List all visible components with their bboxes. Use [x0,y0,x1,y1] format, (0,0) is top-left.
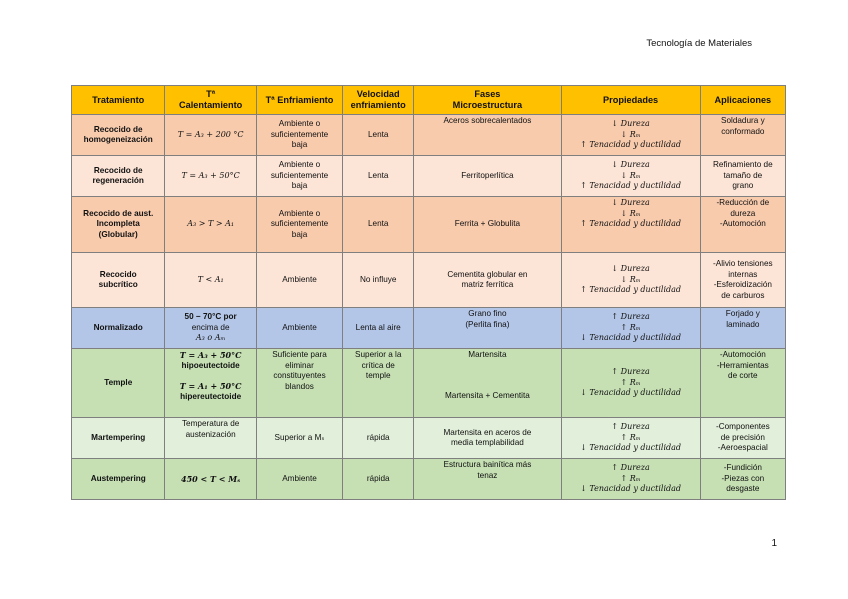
table-row [72,308,786,349]
cell-calentamiento: T = A₃ + 50°C [165,156,256,197]
cell-tratamiento: Recocido de regeneración [72,156,165,197]
cell-enfriamiento: Superior a Mₛ [256,418,342,459]
cell-propiedades: ↓ Dureza ↓ Rₘ ↑ Tenacidad y ductilidad [561,253,700,308]
cell-fases: Ferritoperlítica [414,156,561,197]
cell-tratamiento: Martempering [72,418,165,459]
cell-velocidad: Lenta [343,197,414,253]
cell-tratamiento: Normalizado [72,308,165,349]
cell-fases: Martensita Martensita + Cementita [414,349,561,418]
cell-enfriamiento: Ambiente o suficientemente baja [256,156,342,197]
cell-aplicaciones: -Alivio tensiones internas -Esferoidización de carburos [700,253,785,308]
cell-velocidad: Lenta [343,115,414,156]
cell-tratamiento: Recocido de aust. Incompleta (Globular) [72,197,165,253]
table-row [72,197,786,253]
cell-aplicaciones: -Automoción -Herramientas de corte [700,349,785,418]
cell-velocidad: rápida [343,418,414,459]
column-header-aplicaciones: Aplicaciones [700,86,785,115]
table-row [72,349,786,418]
cell-velocidad: Superior a la crítica de temple [343,349,414,418]
cell-fases: Martensita en aceros de media templabilidad [414,418,561,459]
cell-calentamiento: A₃ > T > A₁ [165,197,256,253]
cell-tratamiento: Austempering [72,459,165,500]
table-row [72,418,786,459]
cell-calentamiento: Temperatura de austenización [165,418,256,459]
table-row [72,156,786,197]
cell-calentamiento: T = A₃ + 200 °C [165,115,256,156]
cell-enfriamiento: Ambiente [256,253,342,308]
table-row [72,459,786,500]
page-header-title: Tecnología de Materiales [646,38,752,49]
cell-enfriamiento: Ambiente o suficientemente baja [256,115,342,156]
table-row [72,253,786,308]
column-header-tratamiento: Tratamiento [72,86,165,115]
cell-velocidad: No influye [343,253,414,308]
cell-aplicaciones: -Componentes de precisión -Aeroespacial [700,418,785,459]
heat-treatment-table [71,85,786,500]
table-header-row [72,86,786,115]
cell-aplicaciones: Soldadura y conformado [700,115,785,156]
cell-fases: Cementita globular en matriz ferrítica [414,253,561,308]
cell-propiedades: ↑ Dureza ↑ Rₘ ↓ Tenacidad y ductilidad [561,459,700,500]
cell-aplicaciones: Refinamiento de tamaño de grano [700,156,785,197]
page-number: 1 [771,538,777,549]
cell-tratamiento: Temple [72,349,165,418]
cell-tratamiento: Recocido subcrítico [72,253,165,308]
cell-calentamiento: 50 − 70°C por encima de A₃ o Aₘ [165,308,256,349]
cell-enfriamiento: Ambiente o suficientemente baja [256,197,342,253]
cell-velocidad: Lenta [343,156,414,197]
cell-calentamiento: T < A₁ [165,253,256,308]
cell-calentamiento: 450 < T < Mₛ [165,459,256,500]
cell-enfriamiento: Ambiente [256,308,342,349]
cell-tratamiento: Recocido de homogeneización [72,115,165,156]
cell-fases: Aceros sobrecalentados [414,115,561,156]
column-header-fases: Fases Microestructura [414,86,561,115]
cell-aplicaciones: -Reducción de dureza -Automoción [700,197,785,253]
cell-fases: Ferrita + Globulita [414,197,561,253]
column-header-enfriamiento: Tª Enfriamiento [256,86,342,115]
cell-aplicaciones: Forjado y laminado [700,308,785,349]
cell-calentamiento: T = A₃ + 50°C hipoeutectoide T = A₁ + 50°C hipereutectoide [165,349,256,418]
cell-propiedades: ↓ Dureza ↓ Rₘ ↑ Tenacidad y ductilidad [561,156,700,197]
cell-propiedades: ↓ Dureza ↓ Rₘ ↑ Tenacidad y ductilidad [561,115,700,156]
cell-enfriamiento: Ambiente [256,459,342,500]
cell-propiedades: ↓ Dureza ↓ Rₘ ↑ Tenacidad y ductilidad [561,197,700,253]
table-row [72,115,786,156]
cell-propiedades: ↑ Dureza ↑ Rₘ ↓ Tenacidad y ductilidad [561,418,700,459]
column-header-velocidad: Velocidad enfriamiento [343,86,414,115]
column-header-calentamiento: Tª Calentamiento [165,86,256,115]
cell-fases: Grano fino (Perlita fina) [414,308,561,349]
column-header-propiedades: Propiedades [561,86,700,115]
cell-enfriamiento: Suficiente para eliminar constituyentes blandos [256,349,342,418]
cell-aplicaciones: -Fundición -Piezas con desgaste [700,459,785,500]
cell-propiedades: ↑ Dureza ↑ Rₘ ↓ Tenacidad y ductilidad [561,349,700,418]
cell-velocidad: rápida [343,459,414,500]
cell-fases: Estructura bainítica más tenaz [414,459,561,500]
cell-propiedades: ↑ Dureza ↑ Rₘ ↓ Tenacidad y ductilidad [561,308,700,349]
cell-velocidad: Lenta al aire [343,308,414,349]
